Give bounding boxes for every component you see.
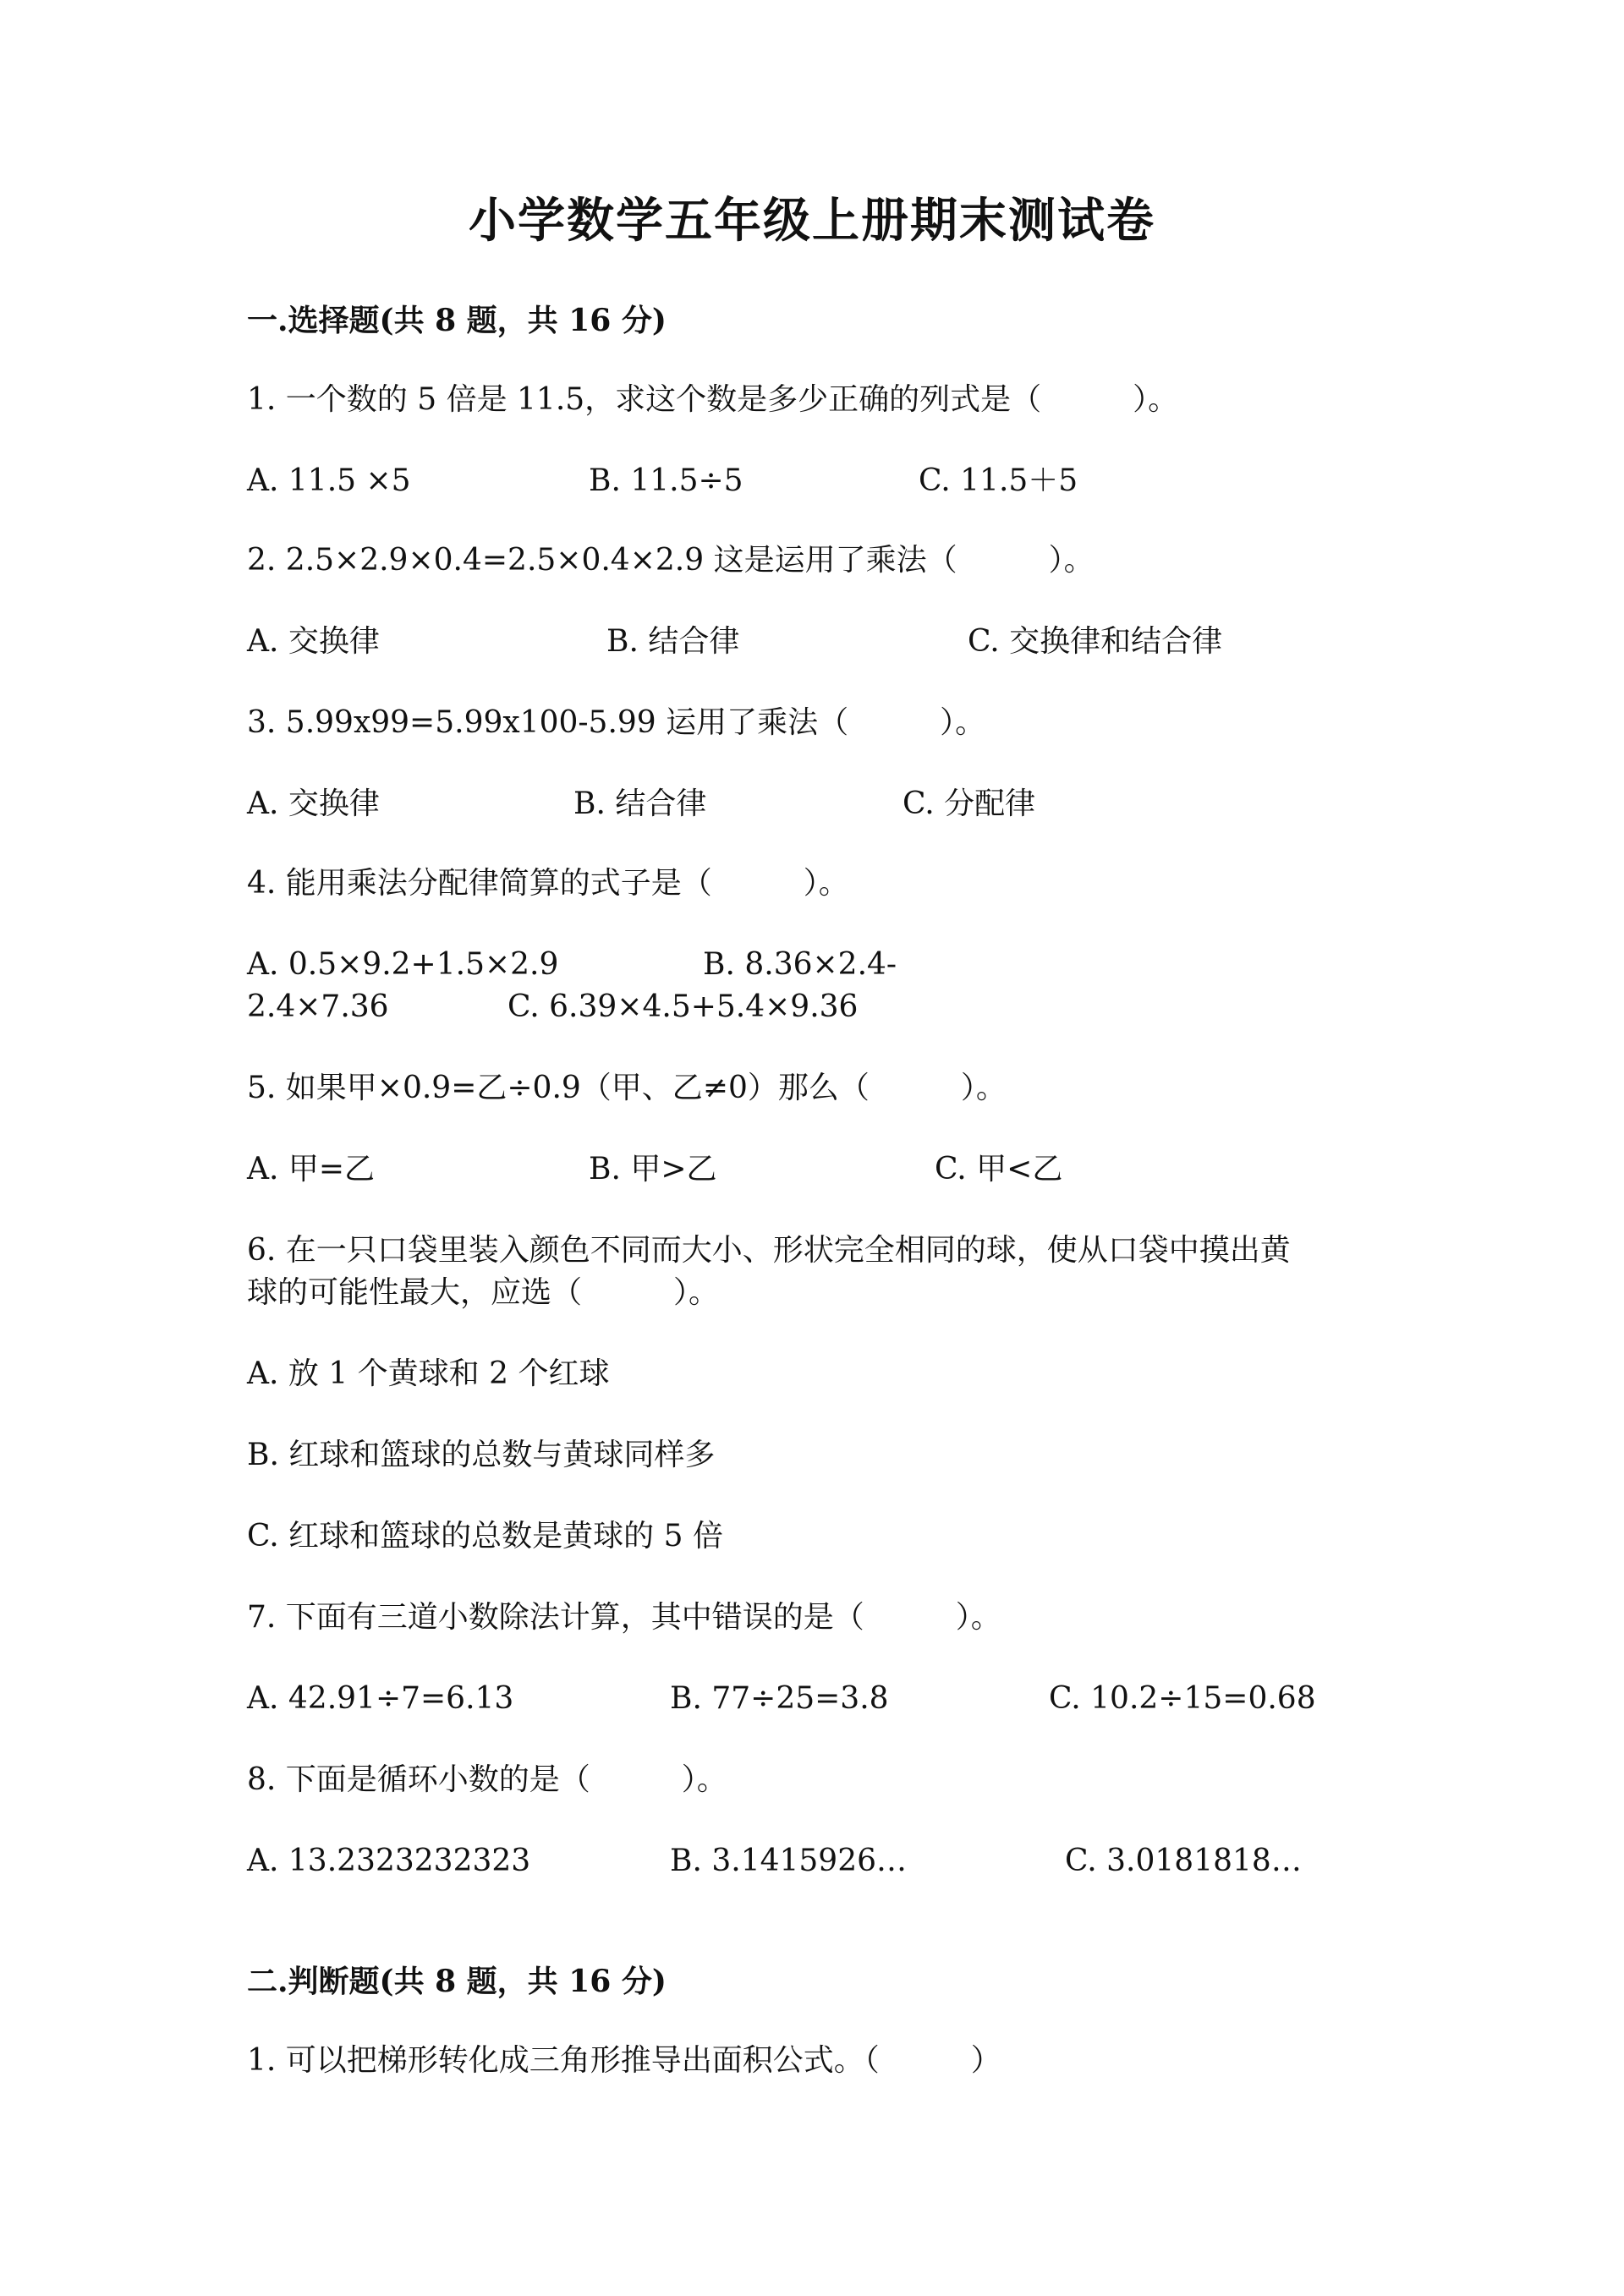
question-6-line-1: 6. 在一只口袋里装入颜色不同而大小、形状完全相同的球，使从口袋中摸出黄 <box>247 1233 1291 1268</box>
q2-option-c: C. 交换律和结合律 <box>968 624 1223 659</box>
q7-option-a: A. 42.91÷7=6.13 <box>247 1681 514 1716</box>
question-6-line-2: 球的可能性最大，应选（ ）。 <box>247 1275 720 1310</box>
q2-option-a: A. 交换律 <box>247 624 380 659</box>
q1-option-c: C. 11.5＋5 <box>919 463 1078 498</box>
question-7: 7. 下面有三道小数除法计算，其中错误的是（ ）。 <box>247 1600 1001 1635</box>
question-1: 1. 一个数的 5 倍是 11.5，求这个数是多少正确的列式是（ ）。 <box>247 382 1179 417</box>
q8-option-b: B. 3.1415926… <box>670 1844 908 1878</box>
question-4: 4. 能用乘法分配律简算的式子是（ ）。 <box>247 866 849 901</box>
question-8: 8. 下面是循环小数的是（ ）。 <box>247 1762 727 1797</box>
judgement-question-1: 1. 可以把梯形转化成三角形推导出面积公式。（ ） <box>247 2043 1001 2078</box>
q7-option-b: B. 77÷25=3.8 <box>670 1681 889 1716</box>
q6-option-a: A. 放 1 个黄球和 2 个红球 <box>247 1356 610 1391</box>
q6-option-b: B. 红球和篮球的总数与黄球同样多 <box>247 1438 716 1472</box>
q4-option-c: C. 6.39×4.5+5.4×9.36 <box>508 989 859 1024</box>
q1-option-a: A. 11.5 ×5 <box>247 463 411 498</box>
q4-option-b-continued: 2.4×7.36 <box>247 989 389 1024</box>
q7-option-c: C. 10.2÷15=0.68 <box>1049 1681 1316 1716</box>
q8-option-c: C. 3.0181818… <box>1065 1844 1302 1878</box>
q8-option-a: A. 13.2323232323 <box>247 1844 531 1878</box>
q4-option-b: B. 8.36×2.4- <box>703 947 897 982</box>
q5-option-a: A. 甲=乙 <box>247 1152 376 1186</box>
q2-option-b: B. 结合律 <box>606 624 740 659</box>
q5-option-c: C. 甲<乙 <box>935 1152 1063 1186</box>
q4-option-a: A. 0.5×9.2+1.5×2.9 <box>247 947 559 982</box>
q3-option-c: C. 分配律 <box>903 786 1036 821</box>
question-3: 3. 5.99x99=5.99x100-5.99 运用了乘法（ ）。 <box>247 705 986 740</box>
question-2: 2. 2.5×2.9×0.4=2.5×0.4×2.9 这是运用了乘法（ ）。 <box>247 543 1095 578</box>
q5-option-b: B. 甲>乙 <box>589 1152 717 1186</box>
question-5: 5. 如果甲×0.9=乙÷0.9（甲、乙≠0）那么（ ）。 <box>247 1071 1007 1105</box>
q6-option-c: C. 红球和篮球的总数是黄球的 5 倍 <box>247 1519 723 1553</box>
page-title: 小学数学五年级上册期末测试卷 <box>469 193 1155 249</box>
q3-option-b: B. 结合律 <box>573 786 707 821</box>
q1-option-b: B. 11.5÷5 <box>589 463 743 498</box>
section-heading-choice: 一.选择题(共 8 题，共 16 分) <box>247 303 667 338</box>
q3-option-a: A. 交换律 <box>247 786 380 821</box>
section-heading-judgement: 二.判断题(共 8 题，共 16 分) <box>247 1964 667 1999</box>
